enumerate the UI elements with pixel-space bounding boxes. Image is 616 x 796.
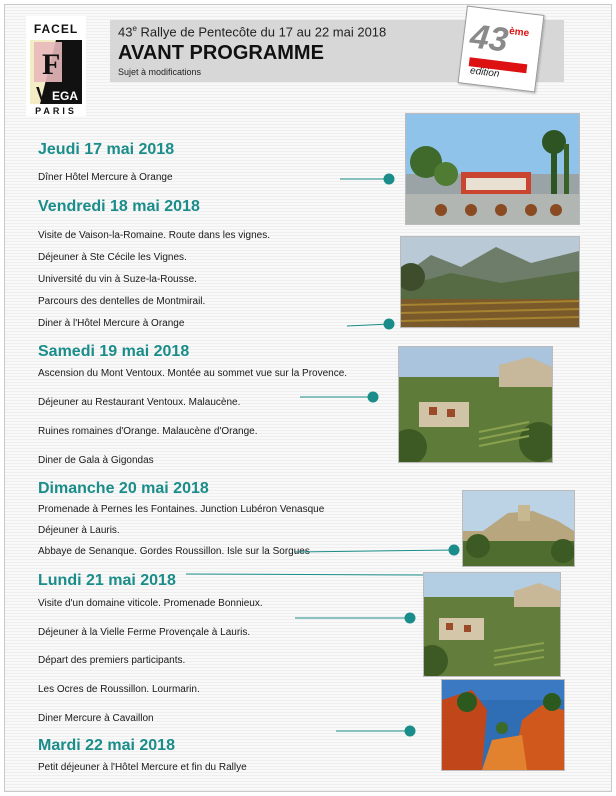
list-item: Parcours des dentelles de Montmirail. <box>38 296 206 307</box>
list-item: Déjeuner à la Vielle Ferme Provençale à Lauris. <box>38 627 251 638</box>
list-item: Ruines romaines d'Orange. Malaucène d'Orange. <box>38 426 258 437</box>
logo-letter-v: V <box>36 84 49 104</box>
day-title: Lundi 21 mai 2018 <box>38 572 176 589</box>
day-title: Mardi 22 mai 2018 <box>38 737 175 754</box>
logo-letter-f: F <box>42 48 61 81</box>
list-item: Départ des premiers participants. <box>38 655 186 666</box>
stamp-word: edition <box>469 65 501 80</box>
list-item: Ascension du Mont Ventoux. Montée au sommet vue sur la Provence. <box>38 368 348 379</box>
header-subtitle: Sujet à modifications <box>118 67 202 77</box>
connector-line <box>295 550 454 552</box>
day-title: Dimanche 20 mai 2018 <box>38 480 209 497</box>
logo-top-text: FACEL <box>33 22 79 36</box>
connector-line <box>347 324 389 326</box>
day-title: Vendredi 18 mai 2018 <box>38 198 200 215</box>
connector-dot <box>368 392 378 402</box>
list-item: Promenade à Pernes les Fontaines. Junction Lubéron Venasque <box>38 504 325 515</box>
day-title: Samedi 19 mai 2018 <box>38 343 190 360</box>
connector-dot <box>405 726 415 736</box>
list-item: Les Ocres de Roussillon. Lourmarin. <box>38 684 200 695</box>
page-title: AVANT PROGRAMME <box>118 42 324 64</box>
list-item: Déjeuner à Lauris. <box>38 525 120 536</box>
connector-dot <box>384 174 394 184</box>
logo-letters-ega: EGA <box>52 89 79 103</box>
list-item: Diner à l'Hôtel Mercure à Orange <box>38 318 185 329</box>
stamp-number: 43 <box>468 17 511 60</box>
list-item: Déjeuner au Restaurant Ventoux. Malaucène. <box>38 397 241 408</box>
connector-dot <box>449 545 459 555</box>
connector-line <box>186 574 423 575</box>
list-item: Petit déjeuner à l'Hôtel Mercure et fin du Rallye <box>38 762 247 773</box>
list-item: Visite d'un domaine viticole. Promenade Bonnieux. <box>38 598 263 609</box>
list-item: Déjeuner à Ste Cécile les Vignes. <box>38 252 187 263</box>
list-item: Diner de Gala à Gigondas <box>38 455 154 466</box>
day-title: Jeudi 17 mai 2018 <box>38 141 175 158</box>
logo-bottom-text: PARIS <box>35 106 77 116</box>
connector-dot <box>405 613 415 623</box>
stamp-suffix: ème <box>508 25 530 40</box>
header-event-line: 43e Rallye de Pentecôte du 17 au 22 mai 2018 <box>118 24 387 40</box>
connector-dot <box>384 319 394 329</box>
list-item: Visite de Vaison-la-Romaine. Route dans les vignes. <box>38 230 270 241</box>
list-item: Diner Mercure à Cavaillon <box>38 713 154 724</box>
list-item: Université du vin à Suze-la-Rousse. <box>38 274 197 285</box>
list-item: Dîner Hôtel Mercure à Orange <box>38 172 173 183</box>
list-item: Abbaye de Senanque. Gordes Roussillon. Isle sur la Sorgues <box>38 546 310 557</box>
